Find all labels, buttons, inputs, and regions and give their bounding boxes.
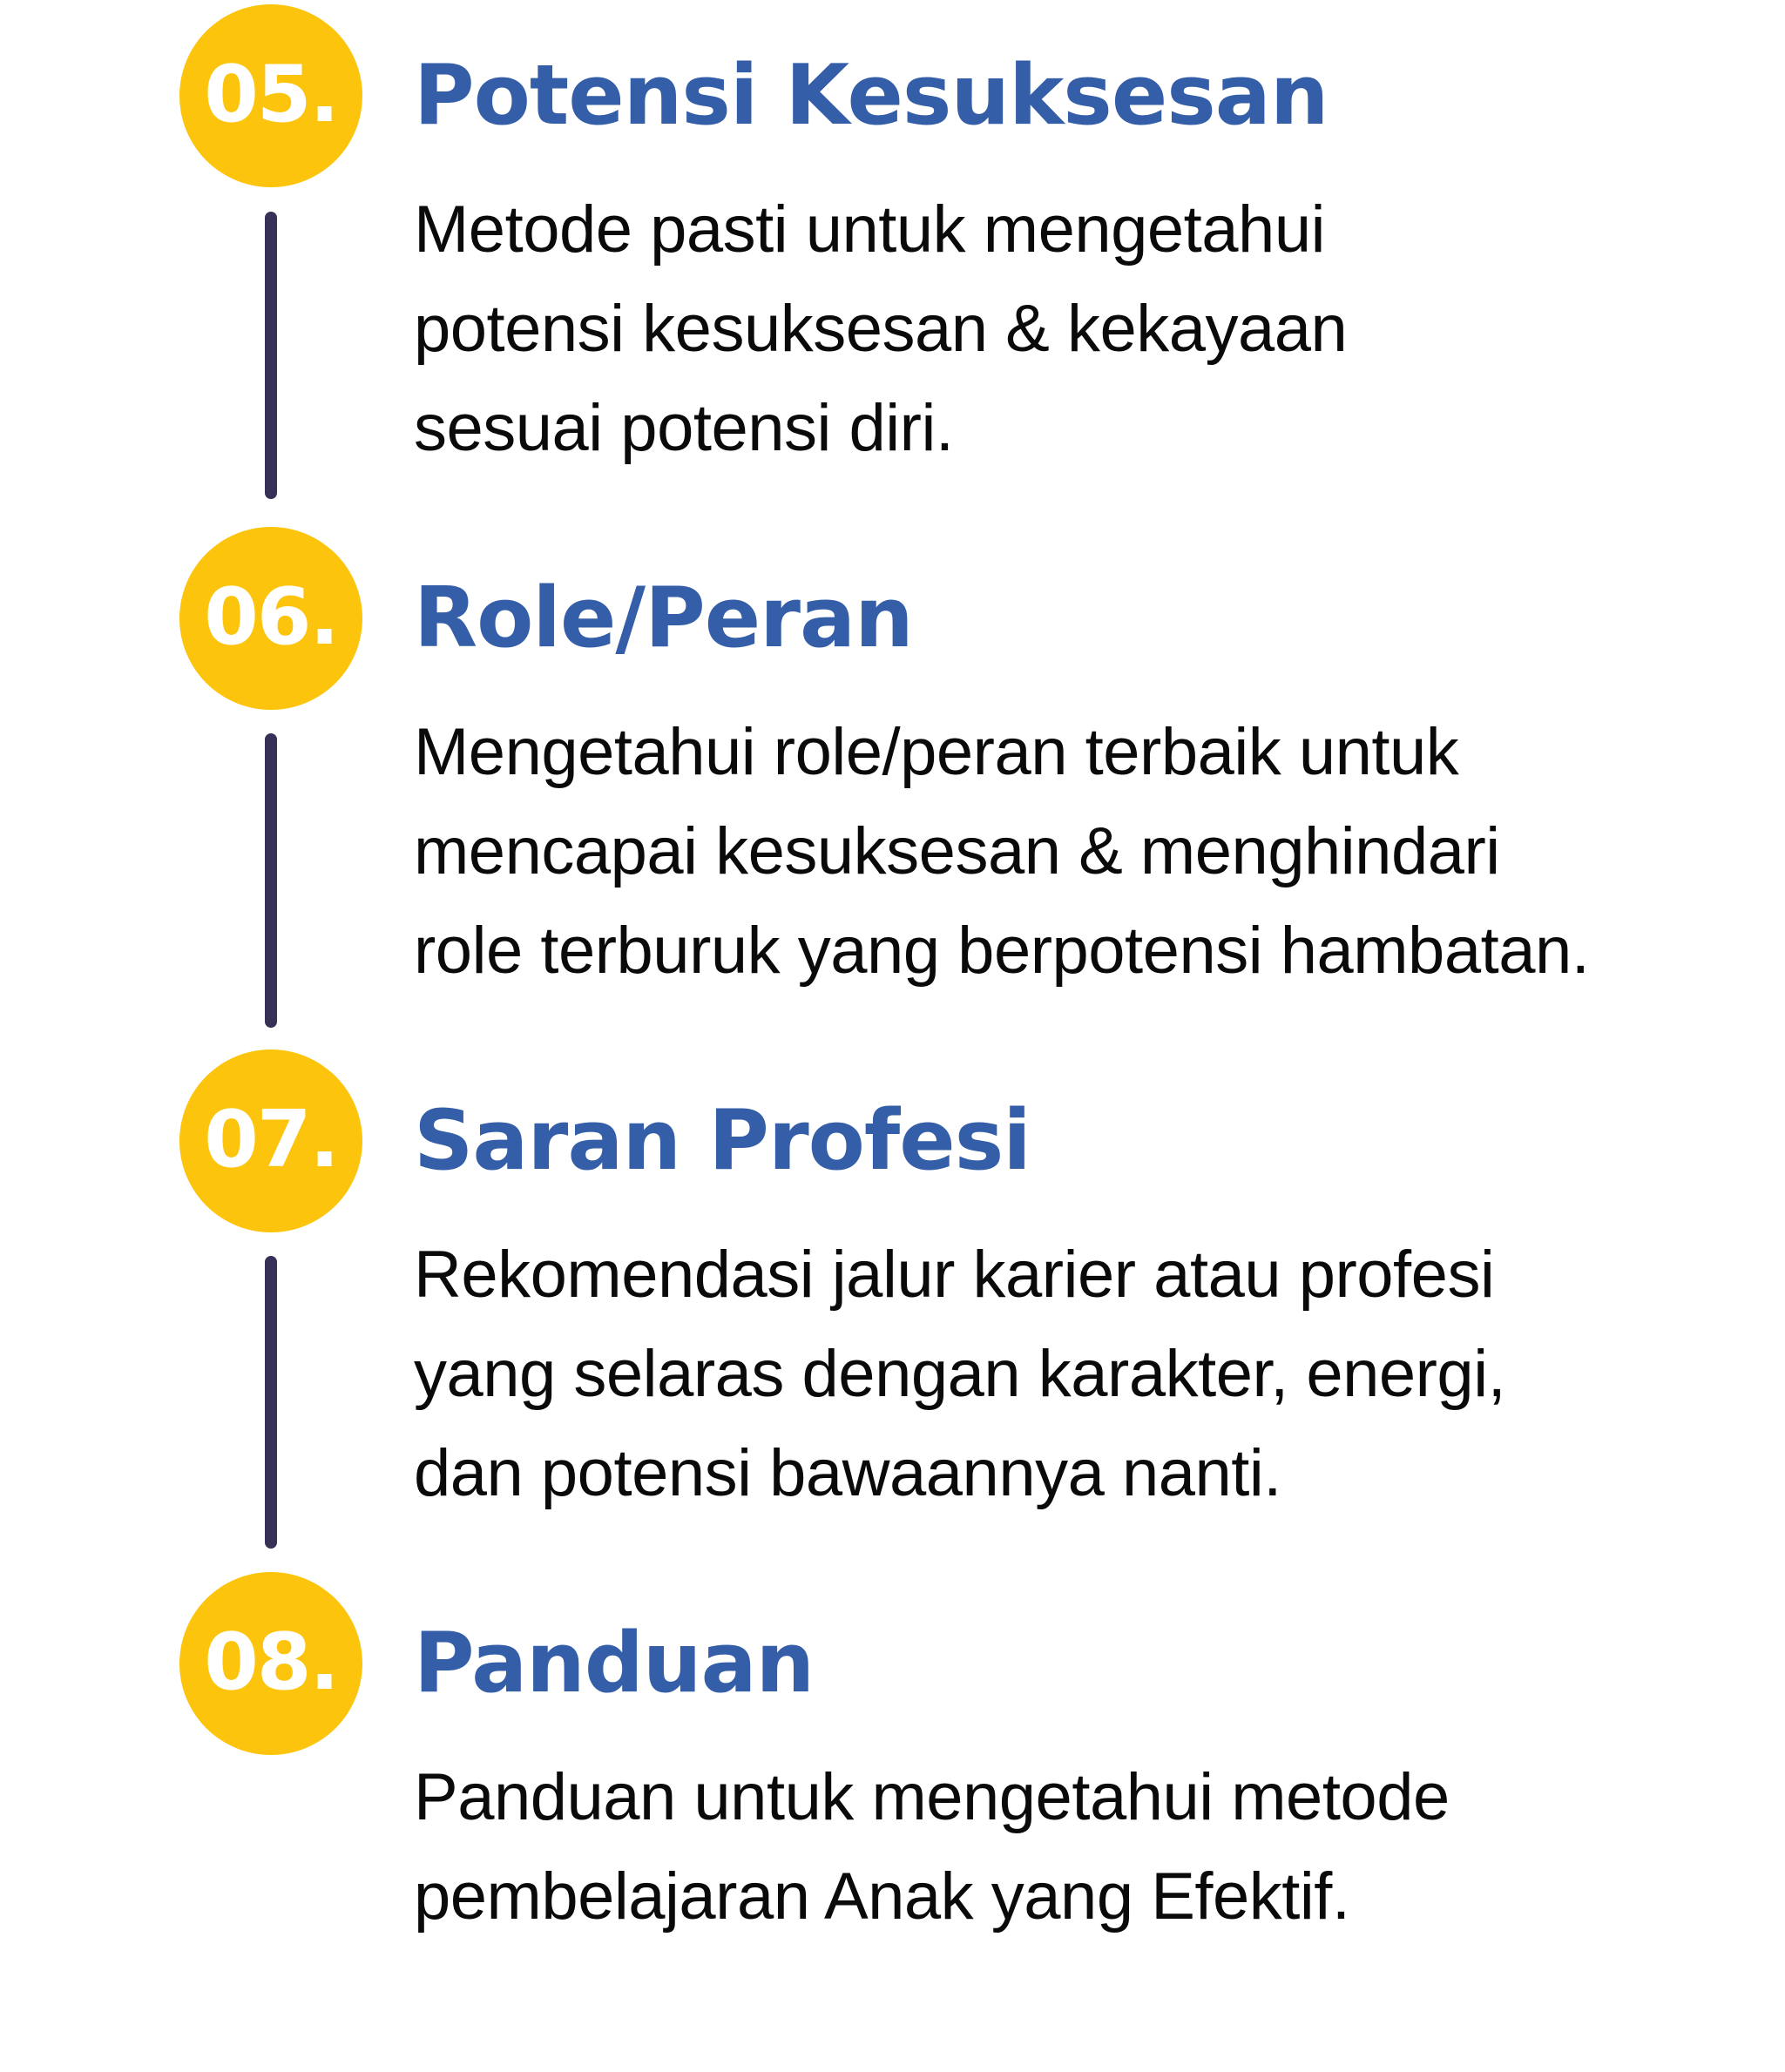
step-description-line: mencapai kesuksesan & menghindari [414,814,1500,888]
step-title-wrap [414,4,1747,187]
step-title-wrap [414,1049,1747,1232]
step-title: Potensi Kesuksesan [414,48,1329,144]
step-title-wrap [414,1572,1747,1755]
step-description-line: dan potensi bawaannya nanti. [414,1436,1281,1510]
step-description-line: yang selaras dengan karakter, energi, [414,1337,1506,1411]
step-number: 06. [204,570,338,663]
step-content [414,527,1747,1001]
step-title: Panduan [414,1616,815,1711]
step-description [414,703,1747,1001]
step-content [414,1572,1747,1947]
step-title: Role/Peran [414,570,913,666]
step-title-wrap [414,527,1747,710]
step-description [414,180,1747,478]
step-content [414,4,1747,478]
step-title: Saran Profesi [414,1093,1031,1189]
step-description [414,1225,1747,1523]
timeline-item-07 [179,1049,1747,1523]
step-number-badge [179,1049,362,1232]
step-description-line: sesuai potensi diri. [414,391,954,465]
step-description-line: Metode pasti untuk mengetahui [414,192,1325,267]
step-description-line: potensi kesuksesan & kekayaan [414,292,1348,366]
timeline-item-08 [179,1572,1747,1947]
step-description [414,1748,1747,1947]
step-number-badge [179,527,362,710]
step-number-badge [179,4,362,187]
step-description-line: Rekomendasi jalur karier atau profesi [414,1238,1495,1312]
step-description-line: Panduan untuk mengetahui metode [414,1760,1450,1834]
step-number: 05. [204,48,338,140]
step-description-line: role terburuk yang berpotensi hambatan. [414,914,1590,988]
timeline-item-05 [179,4,1747,478]
step-number: 07. [204,1093,338,1185]
step-number-badge [179,1572,362,1755]
step-description-line: Mengetahui role/peran terbaik untuk [414,715,1459,789]
step-number: 08. [204,1616,338,1708]
timeline-item-06 [179,527,1747,1001]
step-content [414,1049,1747,1523]
step-description-line: pembelajaran Anak yang Efektif. [414,1859,1350,1934]
